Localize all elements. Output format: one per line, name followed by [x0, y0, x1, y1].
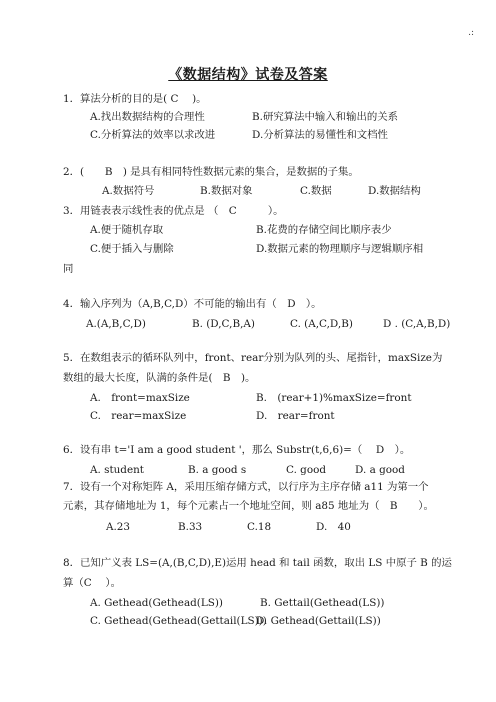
question-5-option-b: B. (rear+1)%maxSize=front	[256, 392, 412, 404]
question-1-option-a: A.找出数据结构的合理性	[90, 111, 205, 123]
question-3-option-d: D.数据元素的物理顺序与逻辑顺序相	[256, 243, 424, 255]
question-4-stem: 4．输入序列为（A,B,C,D）不可能的输出有（ D ）。	[63, 298, 322, 310]
question-7-stem-line-2: 元素，其存储地址为 1，每个元素占一个地址空间，则 a85 地址为（ B ）。	[63, 500, 434, 512]
question-3-option-b: B.花费的存储空间比顺序表少	[256, 224, 392, 236]
question-7-option-c: C.18	[247, 521, 272, 533]
question-2-option-a: A.数据符号	[102, 185, 155, 197]
question-4-option-d: D . (C,A,B,D)	[383, 318, 451, 330]
corner-mark: .:	[468, 28, 474, 38]
question-5-stem-line-2: 数组的最大长度，队满的条件是( B )。	[63, 372, 256, 384]
question-4-option-b: B. (D,C,B,A)	[192, 318, 255, 330]
question-5-option-a: A. front=maxSize	[90, 392, 190, 404]
page-title: 《数据结构》试卷及答案	[168, 67, 328, 83]
question-8-option-a: A. Gethead(Gethead(LS))	[90, 597, 223, 609]
question-5-option-d: D. rear=front	[256, 410, 335, 422]
question-1-stem: 1．算法分析的目的是( C )。	[63, 93, 207, 105]
question-8-stem-line-2: 算（C ）。	[63, 577, 122, 589]
question-8-option-c: C. Gethead(Gethead(Gettail(LS)))	[90, 615, 267, 627]
question-6-option-a: A. student	[90, 464, 144, 476]
question-2-option-c: C.数据	[300, 185, 332, 197]
question-3-option-c: C.便于插入与删除	[90, 243, 174, 255]
question-7-option-b: B.33	[178, 521, 203, 533]
question-5-option-c: C. rear=maxSize	[90, 410, 187, 422]
question-6-option-c: C. good	[286, 464, 326, 476]
question-3-option-a: A.便于随机存取	[90, 224, 164, 236]
question-6-option-d: D. a good	[355, 464, 405, 476]
question-1-option-b: B.研究算法中输入和输出的关系	[252, 111, 399, 123]
question-6-stem: 6．设有串 t='I am a good student '，那么 Substr(t,6,6)=（ D ）。	[63, 444, 411, 456]
question-3-stem: 3．用链表表示线性表的优点是 （ C ）。	[63, 205, 284, 217]
question-2-option-d: D.数据结构	[368, 185, 421, 197]
question-1-option-c: C.分析算法的效率以求改进	[90, 129, 216, 141]
question-8-option-d: D. Gethead(Gettail(LS))	[256, 615, 381, 627]
question-4-option-c: C. (A,C,D,B)	[290, 318, 353, 330]
question-8-option-b: B. Gettail(Gethead(LS))	[260, 597, 385, 609]
question-7-option-a: A.23	[106, 521, 131, 533]
question-8-stem: 8．已知广义表 LS=(A,(B,C,D),E)运用 head 和 tail 函数，取出 LS 中原子 B 的运	[63, 557, 452, 569]
question-7-option-d: D. 40	[316, 521, 351, 533]
question-2-stem: 2．( B ) 是具有相同特性数据元素的集合，是数据的子集。	[63, 166, 359, 178]
question-5-stem: 5．在数组表示的循环队列中，front、rear分别为队列的头、尾指针，maxSize为	[63, 352, 443, 364]
question-6-option-b: B. a good s	[188, 464, 247, 476]
question-4-option-a: A.(A,B,C,D)	[86, 318, 146, 330]
question-2-option-b: B.数据对象	[200, 185, 253, 197]
question-3-option-d-continued: 同	[63, 263, 74, 275]
question-1-option-d: D.分析算法的易懂性和文档性	[252, 129, 388, 141]
question-7-stem: 7．设有一个对称矩阵 A，采用压缩存储方式，以行序为主序存储 a11 为第一个	[63, 481, 429, 493]
